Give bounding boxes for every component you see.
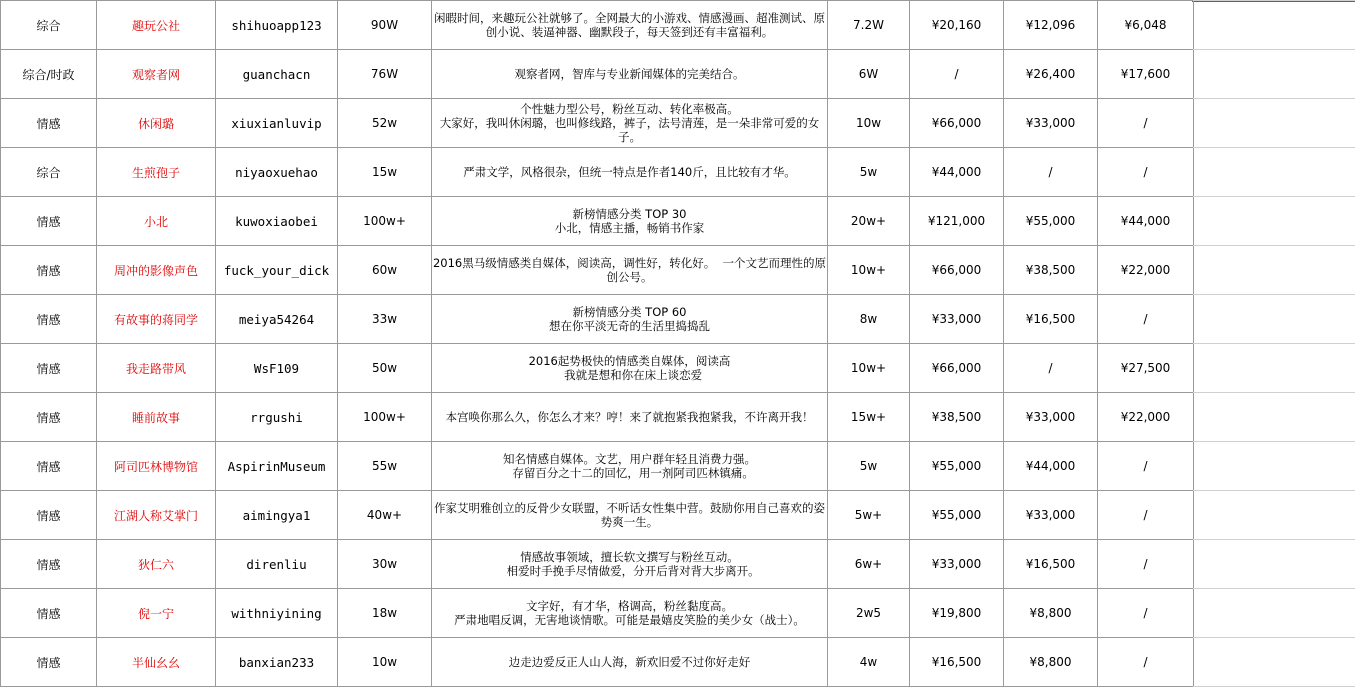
price-headline-cell[interactable]: / [910, 50, 1004, 99]
account-id-cell[interactable]: kuwoxiaobei [216, 197, 338, 246]
account-name-cell[interactable]: 半仙幺幺 [97, 638, 216, 687]
reads-cell[interactable]: 5w [828, 442, 910, 491]
category-cell[interactable]: 情感 [1, 589, 97, 638]
category-cell[interactable]: 综合 [1, 148, 97, 197]
description-cell[interactable] [432, 589, 828, 638]
price-headline-cell[interactable]: ¥38,500 [910, 393, 1004, 442]
reads-cell[interactable]: 10w [828, 99, 910, 148]
price-second-cell[interactable]: ¥8,800 [1004, 638, 1098, 687]
category-cell[interactable]: 情感 [1, 246, 97, 295]
description-line: 我就是想和你在床上谈恋爱 [556, 368, 703, 382]
table-row [1, 442, 1194, 491]
description-cell[interactable] [432, 50, 828, 99]
fans-cell[interactable]: 15w [338, 148, 432, 197]
sheet-gridline [1193, 0, 1355, 1]
account-id-cell[interactable]: withniyining [216, 589, 338, 638]
description-line: 严肃地唱反调，无害地谈情歌。可能是最嬉皮笑脸的美少女（战士）。 [454, 613, 805, 627]
account-name-cell[interactable]: 狄仁六 [97, 540, 216, 589]
account-id-cell[interactable]: aimingya1 [216, 491, 338, 540]
description-cell[interactable] [432, 246, 828, 295]
price-other-cell[interactable]: ¥22,000 [1098, 393, 1194, 442]
description-line: 新榜情感分类 TOP 60 [572, 305, 687, 319]
description-line: 2016起势极快的情感类自媒体，阅读高 [528, 354, 731, 368]
reads-cell[interactable]: 6w+ [828, 540, 910, 589]
description-line: 边走边爱反正人山人海，新欢旧爱不过你好走好 [508, 655, 751, 669]
reads-cell[interactable]: 7.2W [828, 1, 910, 50]
description-line: 相爱时手挽手尽情做爱，分开后背对背大步离开。 [499, 564, 760, 578]
description-line: 知名情感自媒体。文艺，用户群年轻且消费力强。 [503, 452, 756, 466]
price-second-cell[interactable]: / [1004, 344, 1098, 393]
reads-cell[interactable]: 15w+ [828, 393, 910, 442]
account-name-cell[interactable]: 休闲璐 [97, 99, 216, 148]
price-headline-cell[interactable]: ¥66,000 [910, 246, 1004, 295]
category-cell[interactable]: 综合/时政 [1, 50, 97, 99]
reads-cell[interactable]: 10w+ [828, 246, 910, 295]
sheet-gridline [1193, 588, 1355, 589]
description-line: 新榜情感分类 TOP 30 [572, 207, 687, 221]
category-cell[interactable]: 情感 [1, 344, 97, 393]
price-headline-cell[interactable]: ¥66,000 [910, 344, 1004, 393]
category-cell[interactable]: 情感 [1, 540, 97, 589]
price-other-cell[interactable]: / [1098, 295, 1194, 344]
sheet-gridline [1193, 539, 1355, 540]
account-id-cell[interactable]: fuck_your_dick [216, 246, 338, 295]
sheet-gridline [1193, 343, 1355, 344]
price-headline-cell[interactable]: ¥19,800 [910, 589, 1004, 638]
price-second-cell[interactable]: ¥16,500 [1004, 295, 1098, 344]
price-second-cell[interactable]: ¥38,500 [1004, 246, 1098, 295]
table-row [1, 295, 1194, 344]
sheet-gridline [1193, 245, 1355, 246]
category-cell[interactable]: 情感 [1, 197, 97, 246]
table-row [1, 1, 1194, 50]
description-cell[interactable] [432, 344, 828, 393]
description-cell[interactable] [432, 295, 828, 344]
fans-cell[interactable]: 18w [338, 589, 432, 638]
category-cell[interactable]: 综合 [1, 1, 97, 50]
description-cell[interactable] [432, 540, 828, 589]
category-cell[interactable]: 情感 [1, 99, 97, 148]
reads-cell[interactable]: 2w5 [828, 589, 910, 638]
description-line: 作家艾明雅创立的反骨少女联盟，不听话女性集中营。鼓励你用自己喜欢的姿势爽一生。 [434, 501, 825, 529]
sheet-gridline [1193, 441, 1355, 442]
account-name-cell[interactable]: 小北 [97, 197, 216, 246]
price-headline-cell[interactable]: ¥33,000 [910, 295, 1004, 344]
sheet-gridline [1193, 490, 1355, 491]
account-id-cell[interactable]: shihuoapp123 [216, 1, 338, 50]
table-row [1, 393, 1194, 442]
price-other-cell[interactable]: ¥22,000 [1098, 246, 1194, 295]
account-name-cell[interactable]: 倪一宁 [97, 589, 216, 638]
account-id-cell[interactable]: AspirinMuseum [216, 442, 338, 491]
fans-cell[interactable]: 33w [338, 295, 432, 344]
price-other-cell[interactable]: / [1098, 589, 1194, 638]
table-row [1, 344, 1194, 393]
price-second-cell[interactable]: ¥33,000 [1004, 491, 1098, 540]
account-name-cell[interactable]: 有故事的蒋同学 [97, 295, 216, 344]
table-row [1, 148, 1194, 197]
description-line: 严肃文学，风格很杂，但统一特点是作者140斤，且比较有才华。 [463, 165, 796, 179]
price-other-cell[interactable]: ¥6,048 [1098, 1, 1194, 50]
spreadsheet-body [1, 1, 1194, 687]
sheet-gridline [1193, 294, 1355, 295]
sheet-gridline [1193, 196, 1355, 197]
price-headline-cell[interactable]: ¥20,160 [910, 1, 1004, 50]
sheet-gridline [1193, 49, 1355, 50]
price-second-cell[interactable]: ¥33,000 [1004, 393, 1098, 442]
category-cell[interactable]: 情感 [1, 295, 97, 344]
table-row [1, 99, 1194, 148]
account-id-cell[interactable]: WsF109 [216, 344, 338, 393]
account-id-cell[interactable]: rrgushi [216, 393, 338, 442]
description-cell[interactable] [432, 442, 828, 491]
fans-cell[interactable]: 100w+ [338, 393, 432, 442]
description-cell[interactable] [432, 99, 828, 148]
reads-cell[interactable]: 8w [828, 295, 910, 344]
reads-cell[interactable]: 10w+ [828, 344, 910, 393]
account-name-cell[interactable]: 睡前故事 [97, 393, 216, 442]
description-line: 文字好，有才华，格调高，粉丝黏度高。 [526, 599, 733, 613]
description-cell[interactable] [432, 197, 828, 246]
account-id-cell[interactable]: guanchacn [216, 50, 338, 99]
price-headline-cell[interactable]: ¥55,000 [910, 491, 1004, 540]
table-row [1, 246, 1194, 295]
category-cell[interactable]: 情感 [1, 491, 97, 540]
price-other-cell[interactable]: ¥17,600 [1098, 50, 1194, 99]
fans-cell[interactable]: 60w [338, 246, 432, 295]
description-line: 闲暇时间，来趣玩公社就够了。全网最大的小游戏、情感漫画、超准测试、原创小说、装逼神器、幽默段子，每天签到还有丰富福利。 [434, 11, 825, 39]
price-other-cell[interactable]: / [1098, 99, 1194, 148]
account-id-cell[interactable]: meiya54264 [216, 295, 338, 344]
description-line: 观察者网，智库与专业新闻媒体的完美结合。 [514, 67, 745, 81]
price-other-cell[interactable]: / [1098, 540, 1194, 589]
account-name-cell[interactable]: 阿司匹林博物馆 [97, 442, 216, 491]
reads-cell[interactable]: 6W [828, 50, 910, 99]
reads-cell[interactable]: 5w [828, 148, 910, 197]
price-headline-cell[interactable]: ¥55,000 [910, 442, 1004, 491]
description-line: 2016黑马级情感类自媒体，阅读高，调性好，转化好。 一个文艺而理性的原创公号。 [432, 256, 827, 284]
table-row [1, 540, 1194, 589]
price-second-cell[interactable]: ¥55,000 [1004, 197, 1098, 246]
fans-cell[interactable]: 40w+ [338, 491, 432, 540]
price-other-cell[interactable]: ¥27,500 [1098, 344, 1194, 393]
account-name-cell[interactable]: 周冲的影像声色 [97, 246, 216, 295]
fans-cell[interactable]: 52w [338, 99, 432, 148]
price-second-cell[interactable]: / [1004, 148, 1098, 197]
description-line: 小北，情感主播，畅销书作家 [554, 221, 705, 235]
reads-cell[interactable]: 20w+ [828, 197, 910, 246]
price-second-cell[interactable]: ¥12,096 [1004, 1, 1098, 50]
account-id-cell[interactable]: xiuxianluvip [216, 99, 338, 148]
description-line: 个性魅力型公号，粉丝互动、转化率极高。 [520, 102, 739, 116]
description-line: 本宫唤你那么久，你怎么才来？哼！来了就抱紧我抱紧我，不许离开我！ [445, 410, 814, 424]
sheet-gridline [1193, 98, 1355, 99]
price-other-cell[interactable]: / [1098, 638, 1194, 687]
table-row [1, 50, 1194, 99]
account-name-cell[interactable]: 我走路带风 [97, 344, 216, 393]
price-other-cell[interactable]: / [1098, 442, 1194, 491]
price-second-cell[interactable]: ¥33,000 [1004, 99, 1098, 148]
account-id-cell[interactable]: niyaoxuehao [216, 148, 338, 197]
price-second-cell[interactable]: ¥8,800 [1004, 589, 1098, 638]
description-cell[interactable] [432, 148, 828, 197]
fans-cell[interactable]: 50w [338, 344, 432, 393]
reads-cell[interactable]: 5w+ [828, 491, 910, 540]
sheet-gridline [1193, 392, 1355, 393]
table-row [1, 197, 1194, 246]
description-cell[interactable] [432, 1, 828, 50]
price-second-cell[interactable]: ¥26,400 [1004, 50, 1098, 99]
description-cell[interactable] [432, 638, 828, 687]
price-other-cell[interactable]: / [1098, 148, 1194, 197]
description-line: 想在你平淡无奇的生活里捣捣乱 [549, 319, 710, 333]
reads-cell[interactable]: 4w [828, 638, 910, 687]
price-headline-cell[interactable]: ¥44,000 [910, 148, 1004, 197]
fans-cell[interactable]: 30w [338, 540, 432, 589]
description-line: 情感故事领域，擅长软文撰写与粉丝互动。 [520, 550, 739, 564]
description-cell[interactable] [432, 491, 828, 540]
account-id-cell[interactable]: direnliu [216, 540, 338, 589]
account-name-cell[interactable]: 江湖人称艾掌门 [97, 491, 216, 540]
sheet-gridline [1193, 147, 1355, 148]
fans-cell[interactable]: 76W [338, 50, 432, 99]
description-cell[interactable] [432, 393, 828, 442]
description-line: 大家好，我叫休闲璐，也叫修线路，裤子，法号清莲，是一朵非常可爱的女子。 [439, 116, 820, 144]
account-id-cell[interactable]: banxian233 [216, 638, 338, 687]
account-name-cell[interactable]: 生煎孢子 [97, 148, 216, 197]
price-headline-cell[interactable]: ¥66,000 [910, 99, 1004, 148]
price-headline-cell[interactable]: ¥16,500 [910, 638, 1004, 687]
category-cell[interactable]: 情感 [1, 393, 97, 442]
category-cell[interactable]: 情感 [1, 442, 97, 491]
account-name-cell[interactable]: 趣玩公社 [97, 1, 216, 50]
price-second-cell[interactable]: ¥44,000 [1004, 442, 1098, 491]
table-row [1, 589, 1194, 638]
price-other-cell[interactable]: ¥44,000 [1098, 197, 1194, 246]
fans-cell[interactable]: 55w [338, 442, 432, 491]
table-row [1, 638, 1194, 687]
fans-cell[interactable]: 90W [338, 1, 432, 50]
fans-cell[interactable]: 100w+ [338, 197, 432, 246]
description-line: 存留百分之十二的回忆，用一剂阿司匹林镇痛。 [505, 466, 754, 480]
price-headline-cell[interactable]: ¥33,000 [910, 540, 1004, 589]
account-name-cell[interactable]: 观察者网 [97, 50, 216, 99]
price-headline-cell[interactable]: ¥121,000 [910, 197, 1004, 246]
category-cell[interactable]: 情感 [1, 638, 97, 687]
price-other-cell[interactable]: / [1098, 491, 1194, 540]
price-second-cell[interactable]: ¥16,500 [1004, 540, 1098, 589]
table-row [1, 491, 1194, 540]
sheet-gridline [1193, 637, 1355, 638]
fans-cell[interactable]: 10w [338, 638, 432, 687]
